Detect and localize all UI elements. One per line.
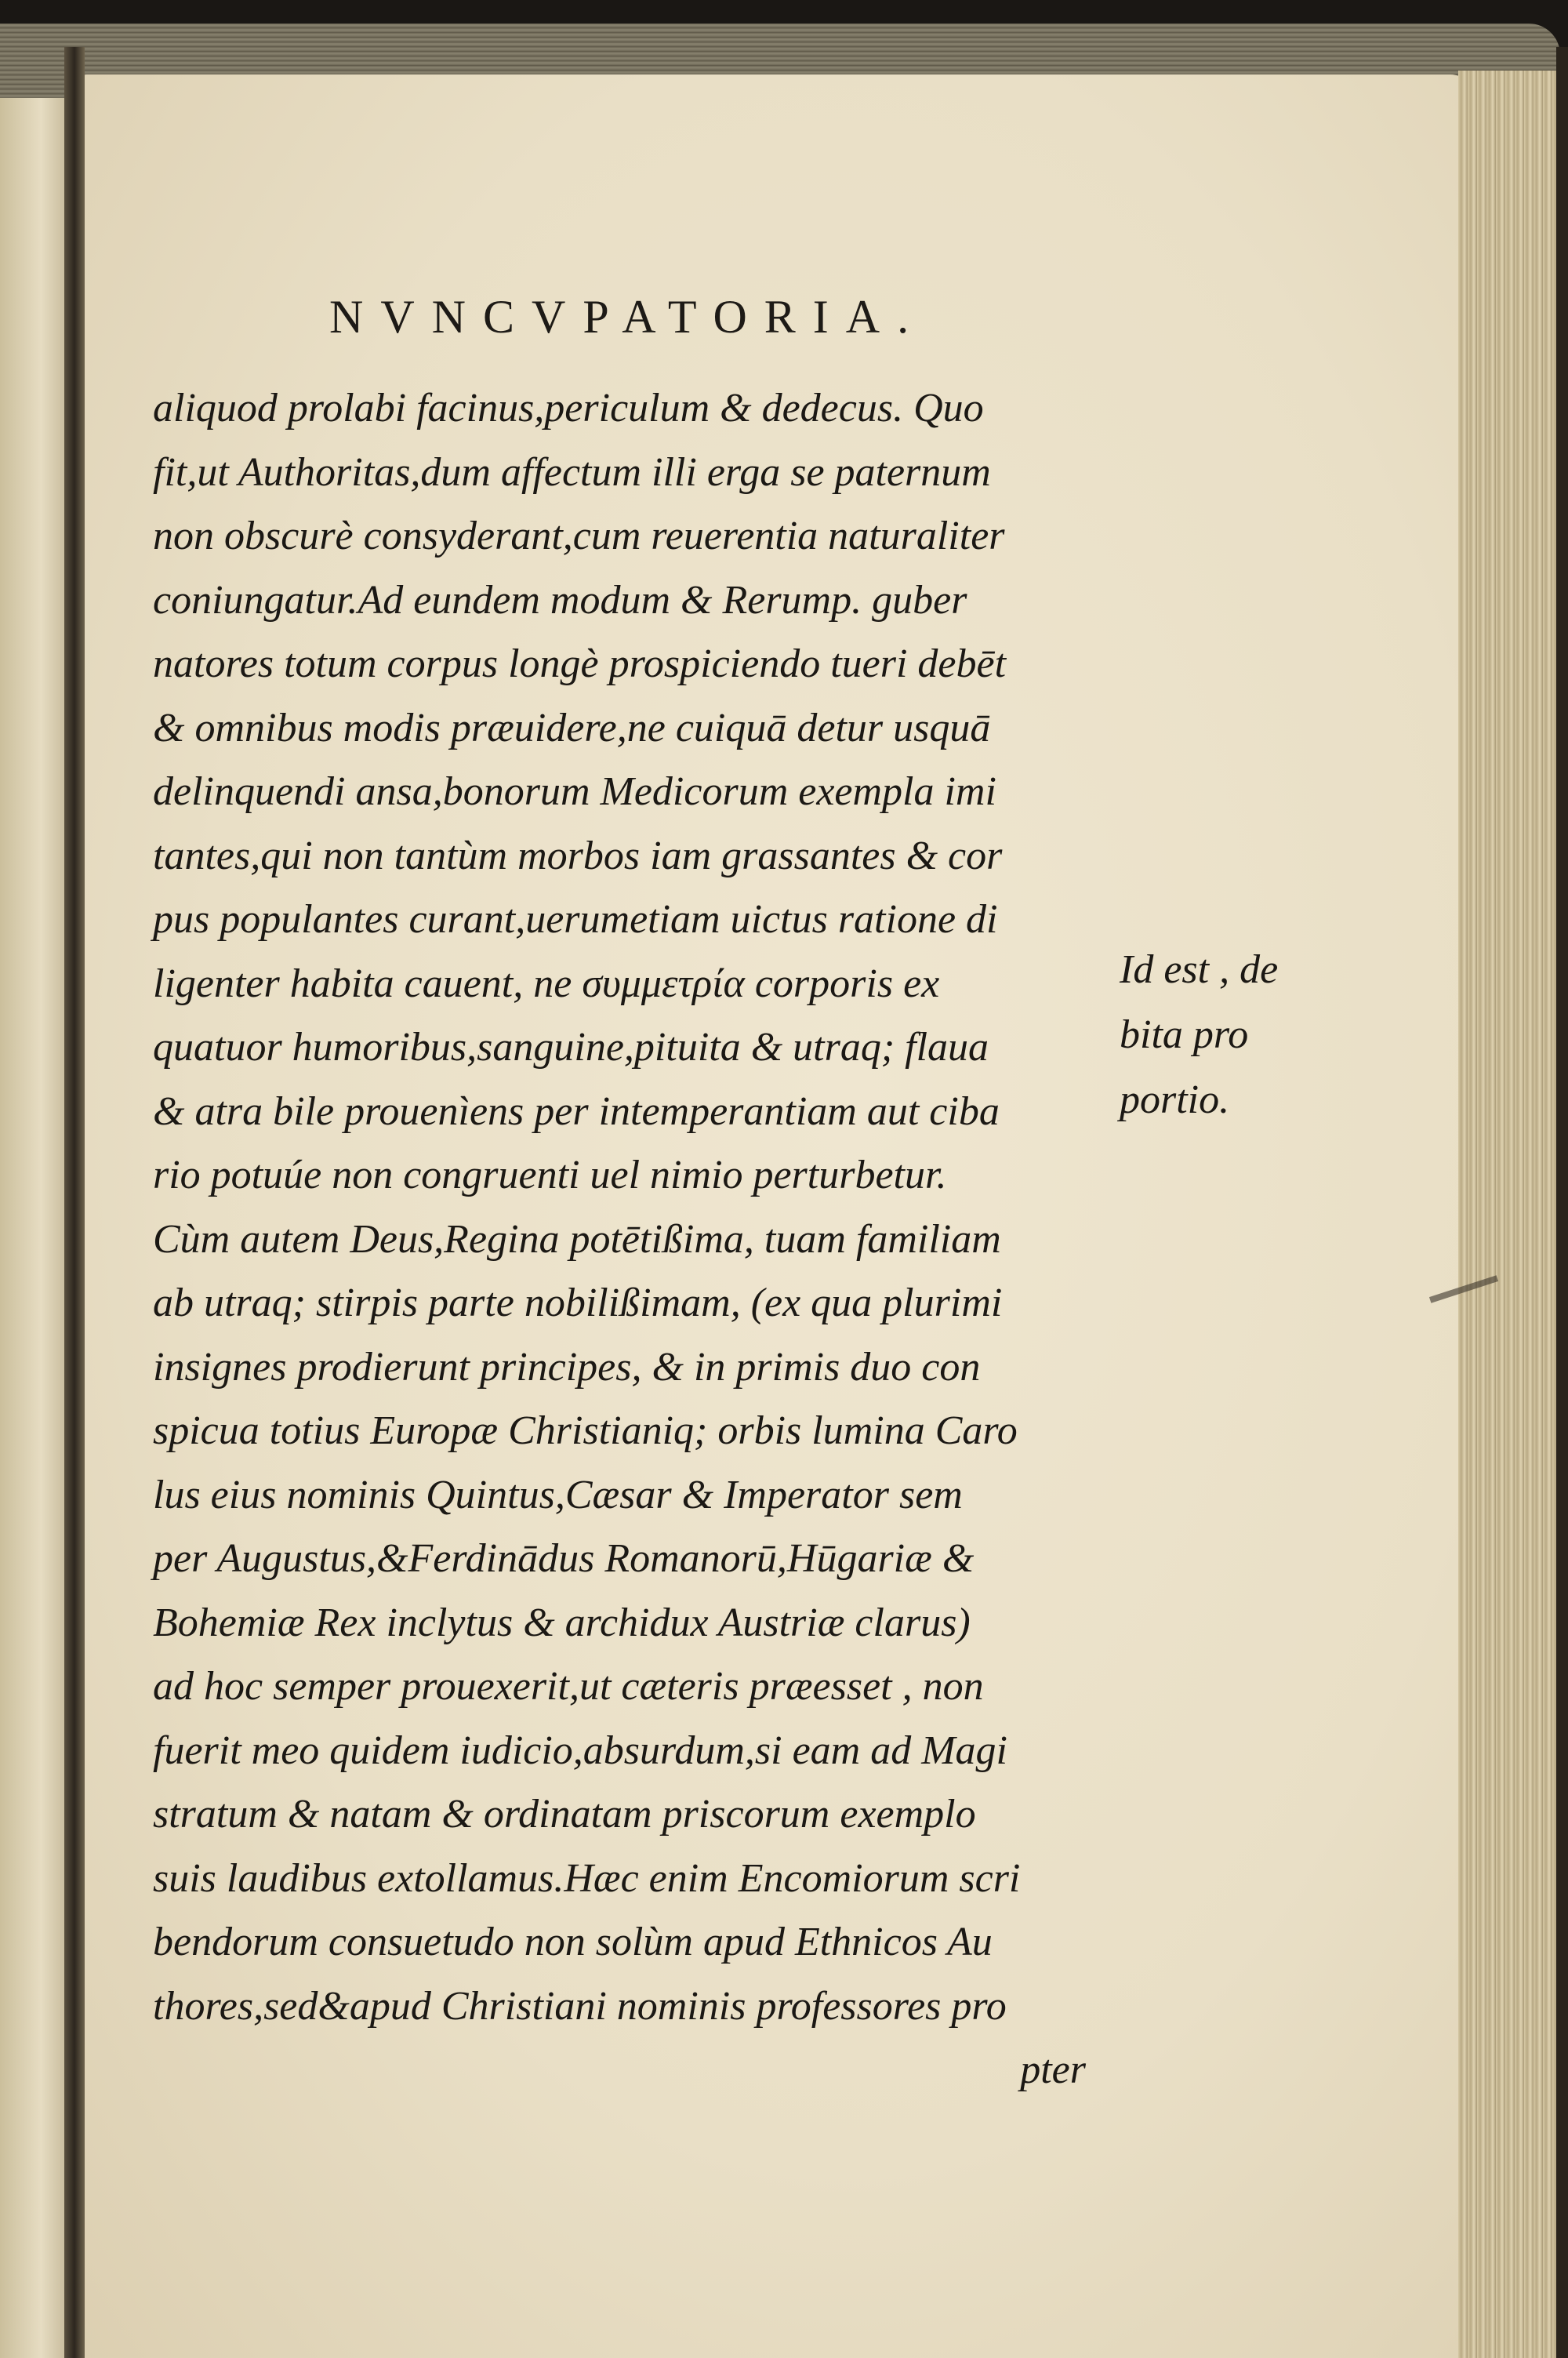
- text-line: bendorum consuetudo non solùm apud Ethnicos Au: [153, 1920, 993, 1964]
- text-line: non obscurè consyderant,cum reuerentia naturaliter: [153, 514, 1005, 558]
- marginal-note-line: Id est , de: [1120, 947, 1279, 992]
- text-line: fit,ut Authoritas,dum affectum illi erga se paternum: [153, 449, 991, 495]
- page-block-edge: [1458, 71, 1568, 2358]
- text-line: insignes prodierunt principes, & in primis duo con: [153, 1344, 981, 1390]
- text-line: delinquendi ansa,bonorum Medicorum exempla imi: [153, 769, 996, 814]
- text-line: thores,sed&apud Christiani nominis professores pro: [153, 1983, 1007, 2029]
- text-line: & atra bile prouenìens per intemperantiam aut ciba: [153, 1088, 1000, 1134]
- text-line: per Augustus,&Ferdinādus Romanorū,Hūgariæ &: [153, 1536, 975, 1581]
- text-line: aliquod prolabi facinus,periculum & dedecus. Quo: [153, 386, 984, 431]
- facing-page-edge: [0, 55, 74, 2358]
- text-line: ad hoc semper prouexerit,ut cæteris præesset , non: [153, 1664, 984, 1709]
- text-line: ab utraq; stirpis parte nobilißimam, (ex qua plurimi: [153, 1281, 1003, 1325]
- text-line: Cùm autem Deus,Regina potētißima, tuam familiam: [153, 1216, 1001, 1262]
- text-line: spicua totius Europæ Christianiq; orbis lumina Caro: [153, 1408, 1018, 1453]
- text-line: tantes,qui non tantùm morbos iam grassantes & cor: [153, 833, 1003, 878]
- book-shadow: [1556, 47, 1568, 2358]
- text-line: lus eius nominis Quintus,Cæsar & Imperator sem: [153, 1472, 963, 1517]
- text-line: Bohemiæ Rex inclytus & archidux Austriæ clarus): [153, 1600, 971, 1645]
- marginal-note-line: portio.: [1120, 1077, 1230, 1122]
- text-line: rio potuúe non congruenti uel nimio perturbetur.: [153, 1153, 947, 1197]
- marginal-note-line: bita pro: [1120, 1012, 1249, 1057]
- running-head: NVNCVPATORIA.: [329, 291, 927, 343]
- book-gutter: [64, 47, 85, 2358]
- text-line: pus populantes curant,uerumetiam uictus ratione di: [153, 897, 998, 942]
- text-line: natores totum corpus longè prospiciendo tueri debēt: [153, 641, 1007, 686]
- text-line: quatuor humoribus,sanguine,pituita & utraq; flaua: [153, 1025, 989, 1070]
- text-line: suis laudibus extollamus.Hæc enim Encomiorum scri: [153, 1855, 1021, 1901]
- text-line: & omnibus modis præuidere,ne cuiquā detur usquā: [153, 705, 991, 750]
- text-line: coniungatur.Ad eundem modum & Rerump. guber: [153, 577, 967, 623]
- text-line: fuerit meo quidem iudicio,absurdum,si eam ad Magi: [153, 1728, 1007, 1773]
- marginal-note: [1120, 937, 1278, 1132]
- catchword: pter: [1020, 2047, 1086, 2092]
- text-line: ligenter habita cauent, ne συμμετρία corporis ex: [153, 961, 940, 1006]
- text-line: stratum & natam & ordinatam priscorum exemplo: [153, 1792, 976, 1837]
- body-text: [153, 376, 1094, 2102]
